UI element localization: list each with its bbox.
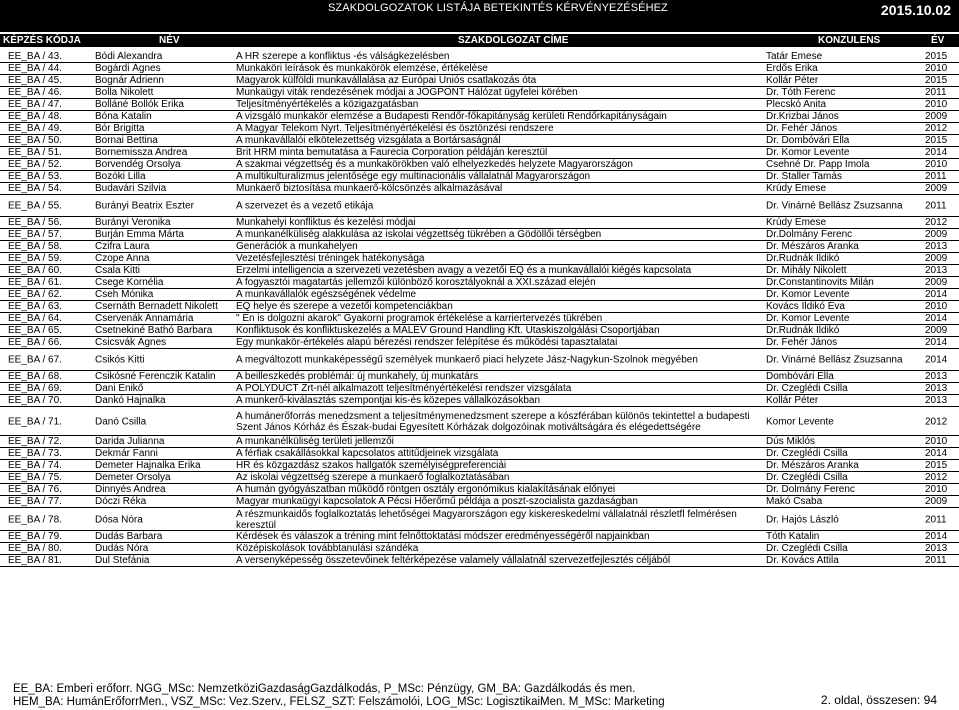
row-code: EE_BA / 66. [8, 337, 62, 348]
row-title: A fogyasztói magatartás jellemzői különböző korosztályoknál a XXI.század elején [236, 277, 596, 288]
row-year: 2010 [925, 99, 948, 110]
row-year: 2015 [925, 75, 948, 86]
row-name: Csala Kitti [95, 265, 141, 276]
row-consultant: Dr. Tóth Ferenc [766, 87, 836, 98]
row-consultant: Plecskó Anita [766, 99, 827, 110]
row-consultant: Makó Csaba [766, 496, 823, 507]
row-consultant: Dr. Vinárné Bellász Zsuzsanna [766, 200, 903, 212]
row-title: A szakmai végzettség és a munkakörökben való elhelyezkedés helyzete Magyarországon [236, 159, 633, 170]
row-title: A munkavállalói elkötelezettség vizsgálata a Bortársaságnál [236, 135, 501, 146]
row-code: EE_BA / 48. [8, 111, 62, 122]
row-year: 2014 [925, 313, 948, 324]
row-title: A munkanélküliség területi jellemzői [236, 436, 394, 447]
row-code: EE_BA / 71. [8, 416, 62, 427]
row-consultant: Krúdy Emese [766, 183, 827, 194]
row-year: 2009 [925, 183, 948, 194]
row-name: Budavári Szilvia [95, 183, 167, 194]
col-header-year: ÉV [931, 35, 945, 46]
row-title: Érzelmi intelligencia a szervezeti vezetésben avagy a vezetői EQ és a munkavállalói kiégés kapcsolata [236, 265, 692, 276]
row-title: HR és közgazdász szakos hallgatók személyiségpreferenciái [236, 460, 507, 471]
row-consultant: Kollár Péter [766, 395, 819, 406]
row-consultant: Kollár Péter [766, 75, 819, 86]
row-code: EE_BA / 80. [8, 543, 62, 554]
row-title: A megváltozott munkaképességű személyek munkaerő piaci helyzete Jász-Nagykun-Szolnok megyében [236, 354, 698, 366]
row-consultant: Dr. Komor Levente [766, 147, 850, 158]
row-code: EE_BA / 65. [8, 325, 62, 336]
row-code: EE_BA / 57. [8, 229, 62, 240]
row-year: 2010 [925, 301, 948, 312]
row-title: " Én is dolgozni akarok" Gyakorni programok értékelése a karriertervezés tükrében [236, 313, 603, 324]
row-title: Generációk a munkahelyen [236, 241, 358, 252]
row-name: Csikós Kitti [95, 354, 145, 366]
row-code: EE_BA / 53. [8, 171, 62, 182]
row-title: A férfiak csakállásokkal kapcsolatos attitűdjeinek vizsgálata [236, 448, 499, 459]
row-title: Teljesítményértékelés a közigazgatásban [236, 99, 419, 110]
row-consultant: Dr. Komor Levente [766, 289, 850, 300]
row-consultant: Kovács Ildikó Éva [766, 301, 845, 312]
row-year: 2012 [925, 472, 948, 483]
row-year: 2010 [925, 63, 948, 74]
row-year: 2014 [925, 289, 948, 300]
page-date: 2015.10.02 [880, 2, 951, 18]
row-code: EE_BA / 46. [8, 87, 62, 98]
row-title: Vezetésfejlesztési tréningek hatékonysága [236, 253, 425, 264]
row-year: 2010 [925, 159, 948, 170]
table-row [0, 508, 959, 531]
row-code: EE_BA / 60. [8, 265, 62, 276]
row-code: EE_BA / 81. [8, 555, 62, 566]
row-title: A humánerőforrás menedzsment a teljesítménymenedzsment szerepe a kószférában különös tekintettel a budapesti Szent János Kórház és Észak-budai Egyesített Kórházak dolgozóinak motiváltságára és elégedettségére [236, 410, 750, 433]
row-name: Bór Brigitta [95, 123, 145, 134]
row-consultant: Csehné Dr. Papp Imola [766, 159, 870, 170]
row-name: Czifra Laura [95, 241, 150, 252]
row-name: Demeter Hajnalka Erika [95, 460, 201, 471]
row-code: EE_BA / 73. [8, 448, 62, 459]
row-consultant: Dr. Czeglédi Csilla [766, 472, 848, 483]
row-year: 2013 [925, 395, 948, 406]
row-consultant: Tóth Katalin [766, 531, 820, 542]
row-name: Csikósné Ferenczik Katalin [95, 371, 216, 382]
row-year: 2015 [925, 135, 948, 146]
page-title: SZAKDOLGOZATOK LISTÁJA BETEKINTÉS KÉRVÉNYEZÉSÉHEZ [328, 2, 668, 14]
row-consultant: Dr. Mészáros Aranka [766, 241, 859, 252]
table-row [0, 195, 959, 217]
row-code: EE_BA / 64. [8, 313, 62, 324]
col-header-title: SZAKDOLGOZAT CÍME [458, 35, 569, 46]
row-name: Dudás Barbara [95, 531, 163, 542]
row-consultant: Dr.Constantinovits Milán [766, 277, 874, 288]
row-name: Darida Julianna [95, 436, 165, 447]
row-consultant: Dr.Rudnák Ildikó [766, 253, 840, 264]
row-consultant: Dr. Fehér János [766, 337, 838, 348]
row-name: Csetnekiné Bathó Barbara [95, 325, 213, 336]
row-title: A POLYDUCT Zrt-nél alkalmazott teljesítményértékelési rendszer vizsgálata [236, 383, 572, 394]
row-year: 2012 [925, 416, 948, 427]
row-consultant: Dr. Mihály Nikolett [766, 265, 847, 276]
row-year: 2010 [925, 484, 948, 495]
row-year: 2014 [925, 531, 948, 542]
footer-legend-line1: EE_BA: Emberi erőforr. NGG_MSc: NemzetköziGazdaságGazdálkodás, P_MSc: Pénzügy, GM_BA: Gazdálkodás és men. [13, 683, 636, 695]
row-consultant: Dr.Krizbai János [766, 111, 839, 122]
row-name: Csicsvák Ágnes [95, 337, 167, 348]
row-name: Bornemissza Andrea [95, 147, 188, 158]
row-code: EE_BA / 74. [8, 460, 62, 471]
row-year: 2014 [925, 354, 948, 366]
row-code: EE_BA / 49. [8, 123, 62, 134]
table-row [0, 407, 959, 436]
row-code: EE_BA / 59. [8, 253, 62, 264]
row-name: Burányi Beatrix Eszter [95, 200, 194, 212]
row-consultant: Dr.Rudnák Ildikó [766, 325, 840, 336]
col-header-code: KÉPZÉS KÓDJA [3, 35, 81, 46]
row-name: Bozóki Lilla [95, 171, 146, 182]
row-code: EE_BA / 76. [8, 484, 62, 495]
col-header-consultant: KONZULENS [818, 35, 881, 46]
table-row [0, 349, 959, 371]
row-title: Konfliktusok és konfliktuskezelés a MALÉV Ground Handling Kft. Utaskiszolgálási Csoportjában [236, 325, 660, 336]
row-name: Bognár Adrienn [95, 75, 164, 86]
row-name: Bolláné Bollók Erika [95, 99, 184, 110]
row-code: EE_BA / 44. [8, 63, 62, 74]
row-name: Dósa Nóra [95, 514, 143, 525]
row-consultant: Dr. Dolmány Ferenc [766, 484, 855, 495]
row-consultant: Dombóvári Ella [766, 371, 834, 382]
row-code: EE_BA / 67. [8, 354, 62, 366]
row-year: 2012 [925, 217, 948, 228]
row-name: Burányi Veronika [95, 217, 171, 228]
row-code: EE_BA / 47. [8, 99, 62, 110]
row-title: A munkanélküliség alakkulása az iskolai végzettség tükrében a Gödöllői térségben [236, 229, 602, 240]
row-year: 2014 [925, 337, 948, 348]
row-year: 2013 [925, 265, 948, 276]
row-title: Középiskolások továbbtanulási szándéka [236, 543, 419, 554]
row-code: EE_BA / 75. [8, 472, 62, 483]
row-year: 2015 [925, 460, 948, 471]
row-code: EE_BA / 69. [8, 383, 62, 394]
row-year: 2009 [925, 229, 948, 240]
row-consultant: Tatár Emese [766, 51, 823, 62]
row-consultant: Dús Miklós [766, 436, 815, 447]
row-consultant: Dr. Kovács Attila [766, 555, 839, 566]
row-code: EE_BA / 52. [8, 159, 62, 170]
row-code: EE_BA / 45. [8, 75, 62, 86]
row-code: EE_BA / 58. [8, 241, 62, 252]
row-year: 2011 [925, 87, 947, 98]
footer-legend-line2: HEM_BA: HumánErőforrMen., VSZ_MSc: Vez.Szerv., FELSZ_SZT: Felszámolói, LOG_MSc: LogisztikaiMen. M_MSc: Marketing [13, 696, 665, 708]
row-name: Bódi Alexandra [95, 51, 163, 62]
row-consultant: Dr. Vinárné Bellász Zsuzsanna [766, 354, 903, 366]
row-consultant: Dr. Hajós László [766, 514, 839, 525]
row-title: Munkahelyi konfliktus és kezelési módjai [236, 217, 416, 228]
row-name: Dóczi Réka [95, 496, 147, 507]
row-year: 2009 [925, 111, 948, 122]
row-title: A munkerő-kiválasztás szempontjai kis-és közepes vállalkozásokban [236, 395, 541, 406]
row-title: A munkavállalók egészségének védelme [236, 289, 417, 300]
col-header-name: NÉV [159, 35, 180, 46]
row-title: Az iskolai végzettség szerepe a munkaerő foglalkoztatásában [236, 472, 510, 483]
row-name: Danó Csilla [95, 416, 147, 427]
row-year: 2014 [925, 147, 948, 158]
row-name: Csernáth Bernadett Nikolett [95, 301, 218, 312]
row-name: Bolla Nikolett [95, 87, 154, 98]
row-title: Brit HRM minta bemutatása a Faurecia Corporation példáján keresztül [236, 147, 548, 158]
row-name: Dankó Hajnalka [95, 395, 166, 406]
row-code: EE_BA / 51. [8, 147, 62, 158]
row-consultant: Krúdy Emese [766, 217, 827, 228]
row-title: A vizsgáló munkakör elemzése a Budapesti Rendőr-főkapitányság kerületi Rendőrkapitányságain [236, 111, 667, 122]
row-year: 2013 [925, 371, 948, 382]
row-year: 2011 [925, 171, 947, 182]
row-name: Dekmár Fanni [95, 448, 158, 459]
row-year: 2011 [925, 555, 947, 566]
row-year: 2013 [925, 241, 948, 252]
row-consultant: Dr. Dombóvári Ella [766, 135, 850, 146]
row-consultant: Dr. Staller Tamás [766, 171, 842, 182]
row-title: Munkaerő biztosítása munkaerő-kölcsönzés alkalmazásával [236, 183, 503, 194]
row-title: A versenyképesség összetevőinek feltérképezése valamely vállalatnál szervezetfejlesztés céljából [236, 555, 671, 566]
row-name: Czope Anna [95, 253, 150, 264]
row-year: 2009 [925, 496, 948, 507]
row-code: EE_BA / 55. [8, 200, 62, 212]
row-code: EE_BA / 63. [8, 301, 62, 312]
row-code: EE_BA / 78. [8, 514, 62, 525]
row-code: EE_BA / 70. [8, 395, 62, 406]
row-name: Dul Stefánia [95, 555, 150, 566]
row-title: A beilleszkedés problémái: új munkahely, új munkatárs [236, 371, 479, 382]
row-name: Cseh Mónika [95, 289, 154, 300]
row-code: EE_BA / 79. [8, 531, 62, 542]
row-title: A HR szerepe a konfliktus -és válságkezelésben [236, 51, 450, 62]
row-consultant: Dr. Fehér János [766, 123, 838, 134]
row-title: Munkaköri leírások és munkakörök elemzése, értékelése [236, 63, 488, 74]
row-year: 2009 [925, 253, 948, 264]
row-year: 2013 [925, 383, 948, 394]
row-year: 2013 [925, 543, 948, 554]
column-headers [0, 34, 959, 47]
row-year: 2009 [925, 277, 948, 288]
row-consultant: Dr. Czeglédi Csilla [766, 383, 848, 394]
row-consultant: Dr. Czeglédi Csilla [766, 448, 848, 459]
row-year: 2014 [925, 448, 948, 459]
row-code: EE_BA / 68. [8, 371, 62, 382]
row-title: EQ helye és szerepe a vezetői kompetenciákban [236, 301, 453, 312]
row-year: 2011 [925, 514, 947, 525]
row-title: Kérdések és válaszok a tréning mint felnőttoktatási módszer eredményességéről napjainkban [236, 531, 650, 542]
page-header [0, 0, 959, 32]
row-title: Munkaügyi viták rendezésének módjai a JOGPONT Hálózat ügyfelei körében [236, 87, 578, 98]
row-title: Egy munkakör-értékelés alapú bérezési rendszer felépítése és működési tapasztalatai [236, 337, 618, 348]
row-code: EE_BA / 43. [8, 51, 62, 62]
row-title: A multikulturalizmus jelentősége egy multinacionális vállalatnál Magyarországon [236, 171, 591, 182]
row-name: Demeter Orsolya [95, 472, 171, 483]
row-name: Cservenák Annamária [95, 313, 194, 324]
row-code: EE_BA / 61. [8, 277, 62, 288]
row-year: 2012 [925, 123, 948, 134]
row-name: Bóna Katalin [95, 111, 152, 122]
row-code: EE_BA / 54. [8, 183, 62, 194]
row-code: EE_BA / 77. [8, 496, 62, 507]
row-code: EE_BA / 50. [8, 135, 62, 146]
row-name: Dudás Nóra [95, 543, 149, 554]
row-year: 2009 [925, 325, 948, 336]
row-consultant: Komor Levente [766, 416, 834, 427]
row-code: EE_BA / 72. [8, 436, 62, 447]
page-count: 2. oldal, összesen: 94 [820, 693, 937, 707]
row-code: EE_BA / 62. [8, 289, 62, 300]
row-consultant: Dr. Czeglédi Csilla [766, 543, 848, 554]
row-name: Csege Kornélia [95, 277, 164, 288]
row-consultant: Dr. Komor Levente [766, 313, 850, 324]
row-title: A Magyar Telekom Nyrt. Teljesítményértékelési és ösztönzési rendszere [236, 123, 554, 134]
row-year: 2015 [925, 51, 948, 62]
row-title: A szervezet és a vezető etikája [236, 200, 374, 212]
row-name: Dinnyés Andrea [95, 484, 166, 495]
row-title: Magyarok külföldi munkavállalása az Európai Uniós csatlakozás óta [236, 75, 537, 86]
row-name: Bornai Bettina [95, 135, 158, 146]
row-name: Bogárdi Ágnes [95, 63, 161, 74]
row-consultant: Dr. Mészáros Aranka [766, 460, 859, 471]
row-title: A részmunkaidős foglalkoztatás lehetőségei Magyarországon egy kiskereskedelmi vállalatnál részletfl felmérésen keresztül [236, 508, 737, 531]
row-name: Borvendég Orsolya [95, 159, 181, 170]
row-consultant: Dr.Dolmány Ferenc [766, 229, 853, 240]
row-title: A humán gyógyászatban működő röntgen osztály ergonómikus kialakításának előnyei [236, 484, 616, 495]
row-name: Dani Enikő [95, 383, 144, 394]
row-consultant: Erdős Erika [766, 63, 818, 74]
row-year: 2011 [925, 200, 947, 212]
row-name: Burján Emma Márta [95, 229, 184, 240]
row-code: EE_BA / 56. [8, 217, 62, 228]
row-year: 2010 [925, 436, 948, 447]
row-divider [0, 566, 959, 567]
row-title: Magyar munkaügyi kapcsolatok A Pécsi Hőerőmű példája a poszt-szocialista gazdaságban [236, 496, 638, 507]
